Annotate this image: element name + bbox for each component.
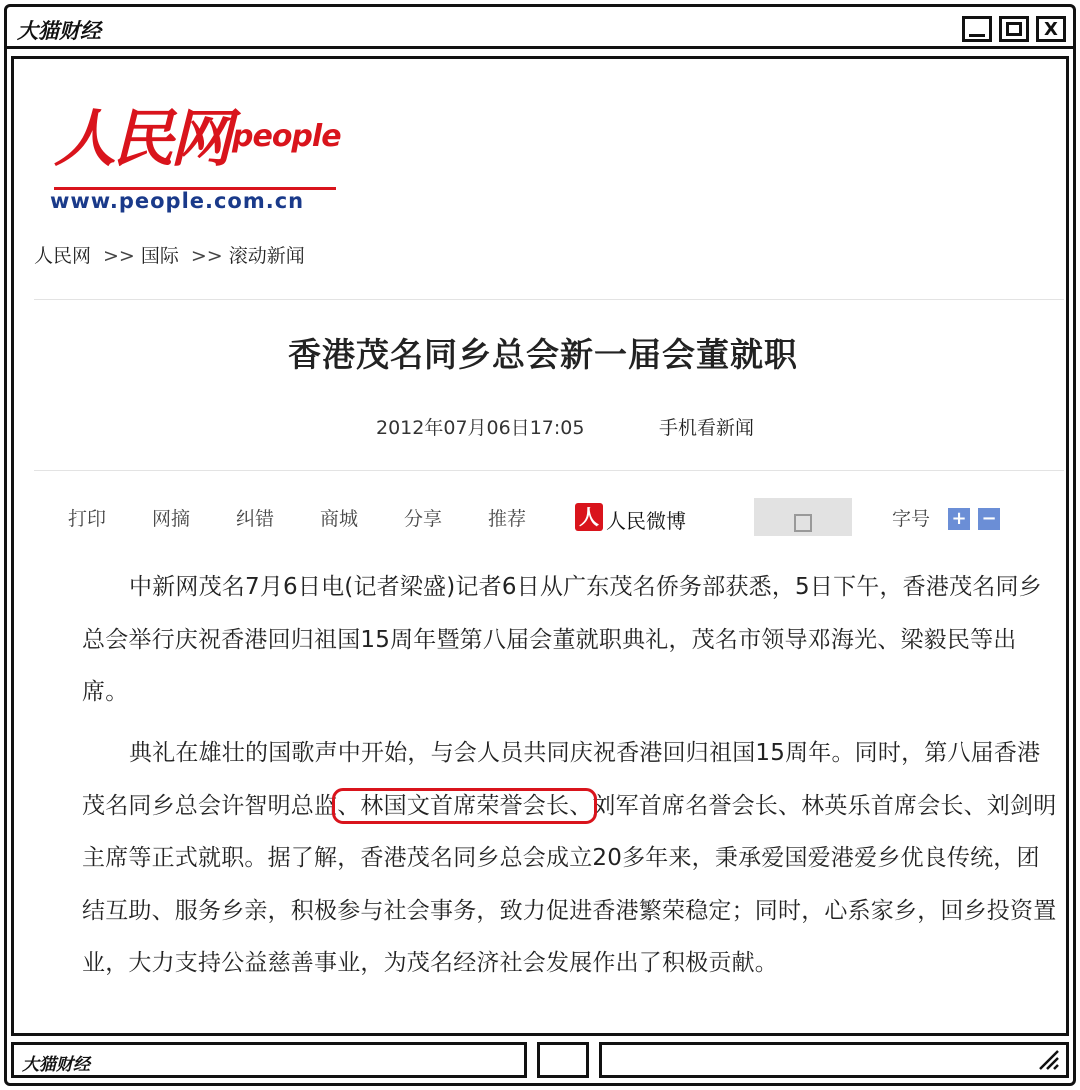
app-window <box>4 4 1076 1086</box>
excerpt-button[interactable]: 网摘 <box>152 508 191 530</box>
breadcrumb-separator: >> <box>103 245 135 267</box>
resize-grip-icon[interactable] <box>1036 1047 1060 1071</box>
article-paragraph-1: 中新网茂名7月6日电(记者梁盛)记者6日从广东茂名侨务部获悉，5日下午，香港茂名同乡总会举行庆祝香港回归祖国15周年暨第八届会董就职典礼，茂名市领导邓海光、梁毅民等出席。 <box>82 574 1042 705</box>
article-toolbar <box>68 504 1048 544</box>
weibo-icon[interactable]: 人 <box>575 503 603 531</box>
divider <box>34 299 1064 300</box>
logo-url: www.people.com.cn <box>50 189 305 213</box>
breadcrumb <box>34 241 311 268</box>
print-button[interactable]: 打印 <box>68 508 107 530</box>
weibo-link[interactable]: 人民微博 <box>606 509 686 533</box>
mobile-news-link[interactable]: 手机看新闻 <box>659 417 755 439</box>
bookmark-button[interactable] <box>754 498 852 536</box>
status-cell-right <box>599 1042 1069 1078</box>
highlighted-text: 、林国文首席荣誉会长、 <box>337 792 593 819</box>
minimize-icon <box>969 34 985 37</box>
breadcrumb-item-international[interactable]: 国际 <box>140 245 179 267</box>
correct-button[interactable]: 纠错 <box>236 508 275 530</box>
share-button[interactable]: 分享 <box>404 508 443 530</box>
bookmark-icon <box>794 514 812 532</box>
font-increase-button[interactable]: + <box>948 508 970 530</box>
mall-button[interactable]: 商城 <box>320 508 359 530</box>
maximize-button[interactable] <box>999 16 1029 42</box>
paragraph-text: 典礼在雄壮的国歌声中开始，与会人员共同庆祝香港回归祖国15周年。同时，第八届香港茂名同乡总会许智明总监 <box>82 740 1041 819</box>
minimize-button[interactable] <box>962 16 992 42</box>
title-bar[interactable] <box>7 7 1073 49</box>
paragraph-text: 刘军首席名誉会长、林英乐首席会长、刘剑明主席等正式就职。据了解，香港茂名同乡总会成立20多年来，秉承爱国爱港爱乡优良传统，团结互助、服务乡亲，积极参与社会事务，致力促进香港繁荣稳定；同时，心系家乡，回乡投资置业，大力支持公益慈善事业，为茂名经济社会发展作出了积极贡献。 <box>82 792 1057 976</box>
breadcrumb-item-rolling-news[interactable]: 滚动新闻 <box>228 245 305 267</box>
breadcrumb-separator: >> <box>190 245 223 267</box>
maximize-icon <box>1006 22 1022 36</box>
status-cell-empty <box>537 1042 589 1078</box>
recommend-button[interactable]: 推荐 <box>488 508 527 530</box>
article-paragraph-2 <box>82 727 1062 990</box>
logo-english: people <box>232 119 341 154</box>
window-title: 大猫财经 <box>17 19 101 43</box>
content-pane <box>11 56 1069 1036</box>
status-label: 大猫财经 <box>22 1055 90 1075</box>
article-title: 香港茂名同乡总会新一届会董就职 <box>288 335 798 374</box>
article-date: 2012年07月06日17:05 <box>376 417 585 439</box>
logo-chinese: 人民网 <box>54 102 229 175</box>
font-decrease-button[interactable]: − <box>978 508 1000 530</box>
status-cell-label <box>11 1042 527 1078</box>
breadcrumb-item-home[interactable]: 人民网 <box>34 245 92 267</box>
close-button[interactable] <box>1036 16 1066 42</box>
site-logo[interactable] <box>50 83 350 213</box>
close-icon: X <box>1044 18 1058 40</box>
status-bar <box>7 1042 1073 1082</box>
font-size-label: 字号 <box>892 508 931 530</box>
divider <box>34 470 1064 471</box>
